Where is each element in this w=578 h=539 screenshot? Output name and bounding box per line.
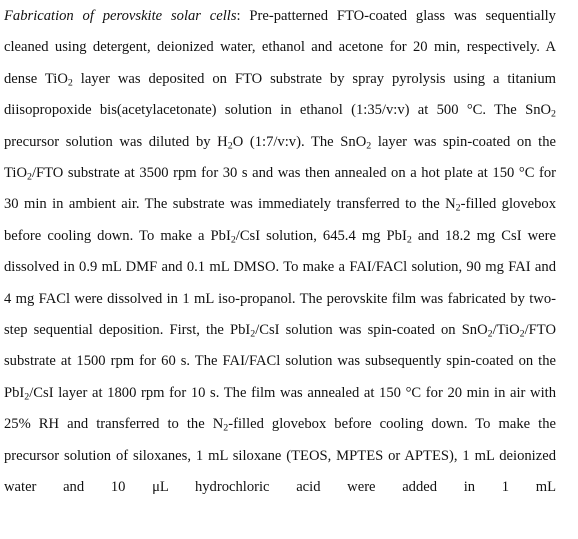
subscript: 2 <box>519 328 525 340</box>
subscript: 2 <box>24 391 30 403</box>
text-run: : Pre-patterned FTO-coated glass was sequentially cleaned using detergent, deionized water, ethanol and acetone for 20 min, respectively. A dense TiO <box>4 8 556 87</box>
text-run: -filled glovebox before cooling down. To make a PbI <box>4 196 556 244</box>
text-run: /CsI solution, 645.4 mg PbI <box>235 227 407 244</box>
subscript: 2 <box>27 171 32 183</box>
text-run: /FTO substrate at 1500 rpm for 60 s. The FAI/FACl solution was subsequently spin-coated on the PbI <box>4 322 556 401</box>
text-run: layer was spin-coated on the TiO <box>4 133 556 182</box>
methods-paragraph <box>4 0 556 504</box>
text-run: O (1:7/v:v). The SnO <box>232 133 367 150</box>
subscript: 2 <box>223 422 229 434</box>
subscript: 2 <box>67 77 73 89</box>
text-run: -filled glovebox before cooling down. To make the precursor solution of siloxanes, 1 mL siloxane (TEOS, MPTES or APTES), 1 mL deionized water and 10 μL hydrochloric acid were added in 1 mL <box>4 416 556 496</box>
text-run: /CsI layer at 1800 rpm for 10 s. The film was annealed at 150 °C for 20 min in air with 25% RH and transferred to the N <box>4 384 556 433</box>
subscript: 2 <box>230 234 236 246</box>
document-page <box>4 0 556 504</box>
text-run: and 18.2 mg CsI were dissolved in 0.9 mL DMF and 0.1 mL DMSO. To make a FAI/FACl solution, 90 mg FAI and 4 mg FACl were dissolved in 1 mL iso-propanol. The perovskite film was fabricated by two-step sequential deposition. First, the PbI <box>4 227 556 339</box>
text-run: /FTO substrate at 3500 rpm for 30 s and was then annealed on a hot plate at 150 °C for 30 min in ambient air. The substrate was immediately transferred to the N <box>4 165 556 213</box>
text-run: precursor solution was diluted by H <box>4 133 228 150</box>
subscript: 2 <box>227 140 233 152</box>
section-title: Fabrication of perovskite solar cells <box>4 8 237 24</box>
subscript: 2 <box>406 234 412 246</box>
paragraph-body <box>4 8 556 495</box>
text-run: layer was deposited on FTO substrate by spray pyrolysis using a titanium diisopropoxide bis(acetylacetonate) solution in ethanol (1:35/v:v) at 500 °C. The SnO <box>4 70 557 119</box>
subscript: 2 <box>250 328 256 340</box>
subscript: 2 <box>487 328 493 340</box>
subscript: 2 <box>366 140 372 152</box>
text-run: /CsI solution was spin-coated on SnO <box>255 322 488 339</box>
subscript: 2 <box>455 202 461 214</box>
text-run: /TiO <box>492 322 520 339</box>
subscript: 2 <box>551 108 556 120</box>
